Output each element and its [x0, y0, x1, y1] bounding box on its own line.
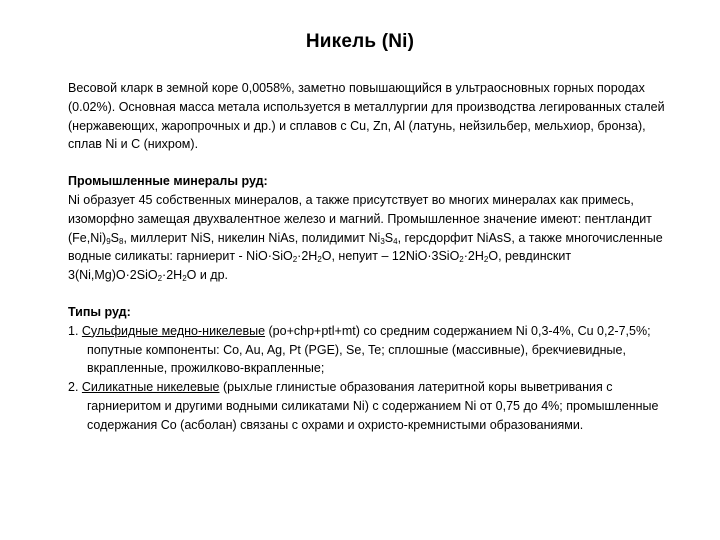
slide-title: Никель (Ni) — [305, 31, 415, 52]
subscript: 2 — [317, 255, 322, 265]
ore-type-item — [68, 378, 668, 434]
ore-type-name: Силикатные никелевые — [81, 380, 220, 395]
ore-types-heading: Типы руд: — [68, 304, 131, 319]
minerals-text: Ni образует 45 собственных минералов, а также присутствует во многих минералах как примесь, изоморфно замещая двухвалентное железо и магний. Промышленное значение имеют: пентландит (Fe,Ni) — [68, 192, 652, 245]
list-number: 2. — [68, 380, 82, 395]
minerals-text: ·2H — [463, 249, 484, 264]
subscript: 2 — [157, 274, 163, 284]
minerals-text: , герсдорфит NiAsS, а также многочисленные водные силикаты: гарниерит - NiO·SiO — [68, 230, 663, 264]
subscript: 8 — [119, 236, 124, 246]
ore-type-name: Сульфидные медно-никелевые — [81, 323, 266, 338]
subscript: 2 — [292, 255, 298, 265]
minerals-text: , миллерит NiS, никелин NiAs, полидимит Ni — [123, 230, 381, 245]
ore-type-description: (po+chp+ptl+mt) со средним содержанием Ni 0,3-4%, Cu 0,2-7,5%; попутные компоненты: Co, Au, Ag, Pt (PGE), Se, Te; сплошные (массивные), брекчиевидные, вкрапленные, прожилково-вкрапленные; — [87, 323, 651, 376]
minerals-heading: Промышленные минералы руд: — [68, 174, 268, 189]
spacer — [68, 285, 668, 303]
subscript: 2 — [459, 255, 464, 265]
ore-type-item — [68, 322, 668, 378]
subscript: 2 — [483, 255, 489, 265]
subscript: 2 — [182, 274, 187, 284]
intro-paragraph: Весовой кларк в земной коре 0,0058%, заметно повышающийся в ультраосновных горных породах (0.02%). Основная масса метала используется в металлургии для производства легированных сталей (нержавеющих, жаропрочных и др.) и сплавов с Cu, Zn, Al (латунь, нейзильбер, мельхиор, бронза), сплав Ni и C (нихром). — [68, 81, 665, 152]
minerals-text: S — [110, 230, 119, 245]
ore-type-description: (рыхлые глинистые образования латеритной коры выветривания с гарниеритом и другими водными силикатами Ni) с содержанием Ni от 0,75 до 4%; промышленные содержания Co (асболан) связаны с охрами и охристо-кремнистыми образованиями. — [87, 380, 659, 432]
subscript: 3 — [380, 236, 385, 246]
subscript: 4 — [393, 236, 398, 246]
minerals-text: ·2H — [297, 249, 318, 264]
minerals-text: O, ревдинскит 3(Ni,Mg)O·2SiO — [68, 249, 572, 283]
list-number: 1. — [68, 323, 82, 338]
minerals-text: S — [384, 230, 394, 245]
minerals-text: O, непуит – 12NiO·3SiO — [321, 249, 460, 264]
minerals-text: ·2H — [162, 268, 183, 283]
minerals-text: O и др. — [186, 268, 229, 283]
minerals-paragraph — [68, 191, 668, 285]
subscript: 9 — [106, 236, 111, 246]
slide-body — [68, 79, 668, 435]
spacer — [68, 154, 668, 172]
